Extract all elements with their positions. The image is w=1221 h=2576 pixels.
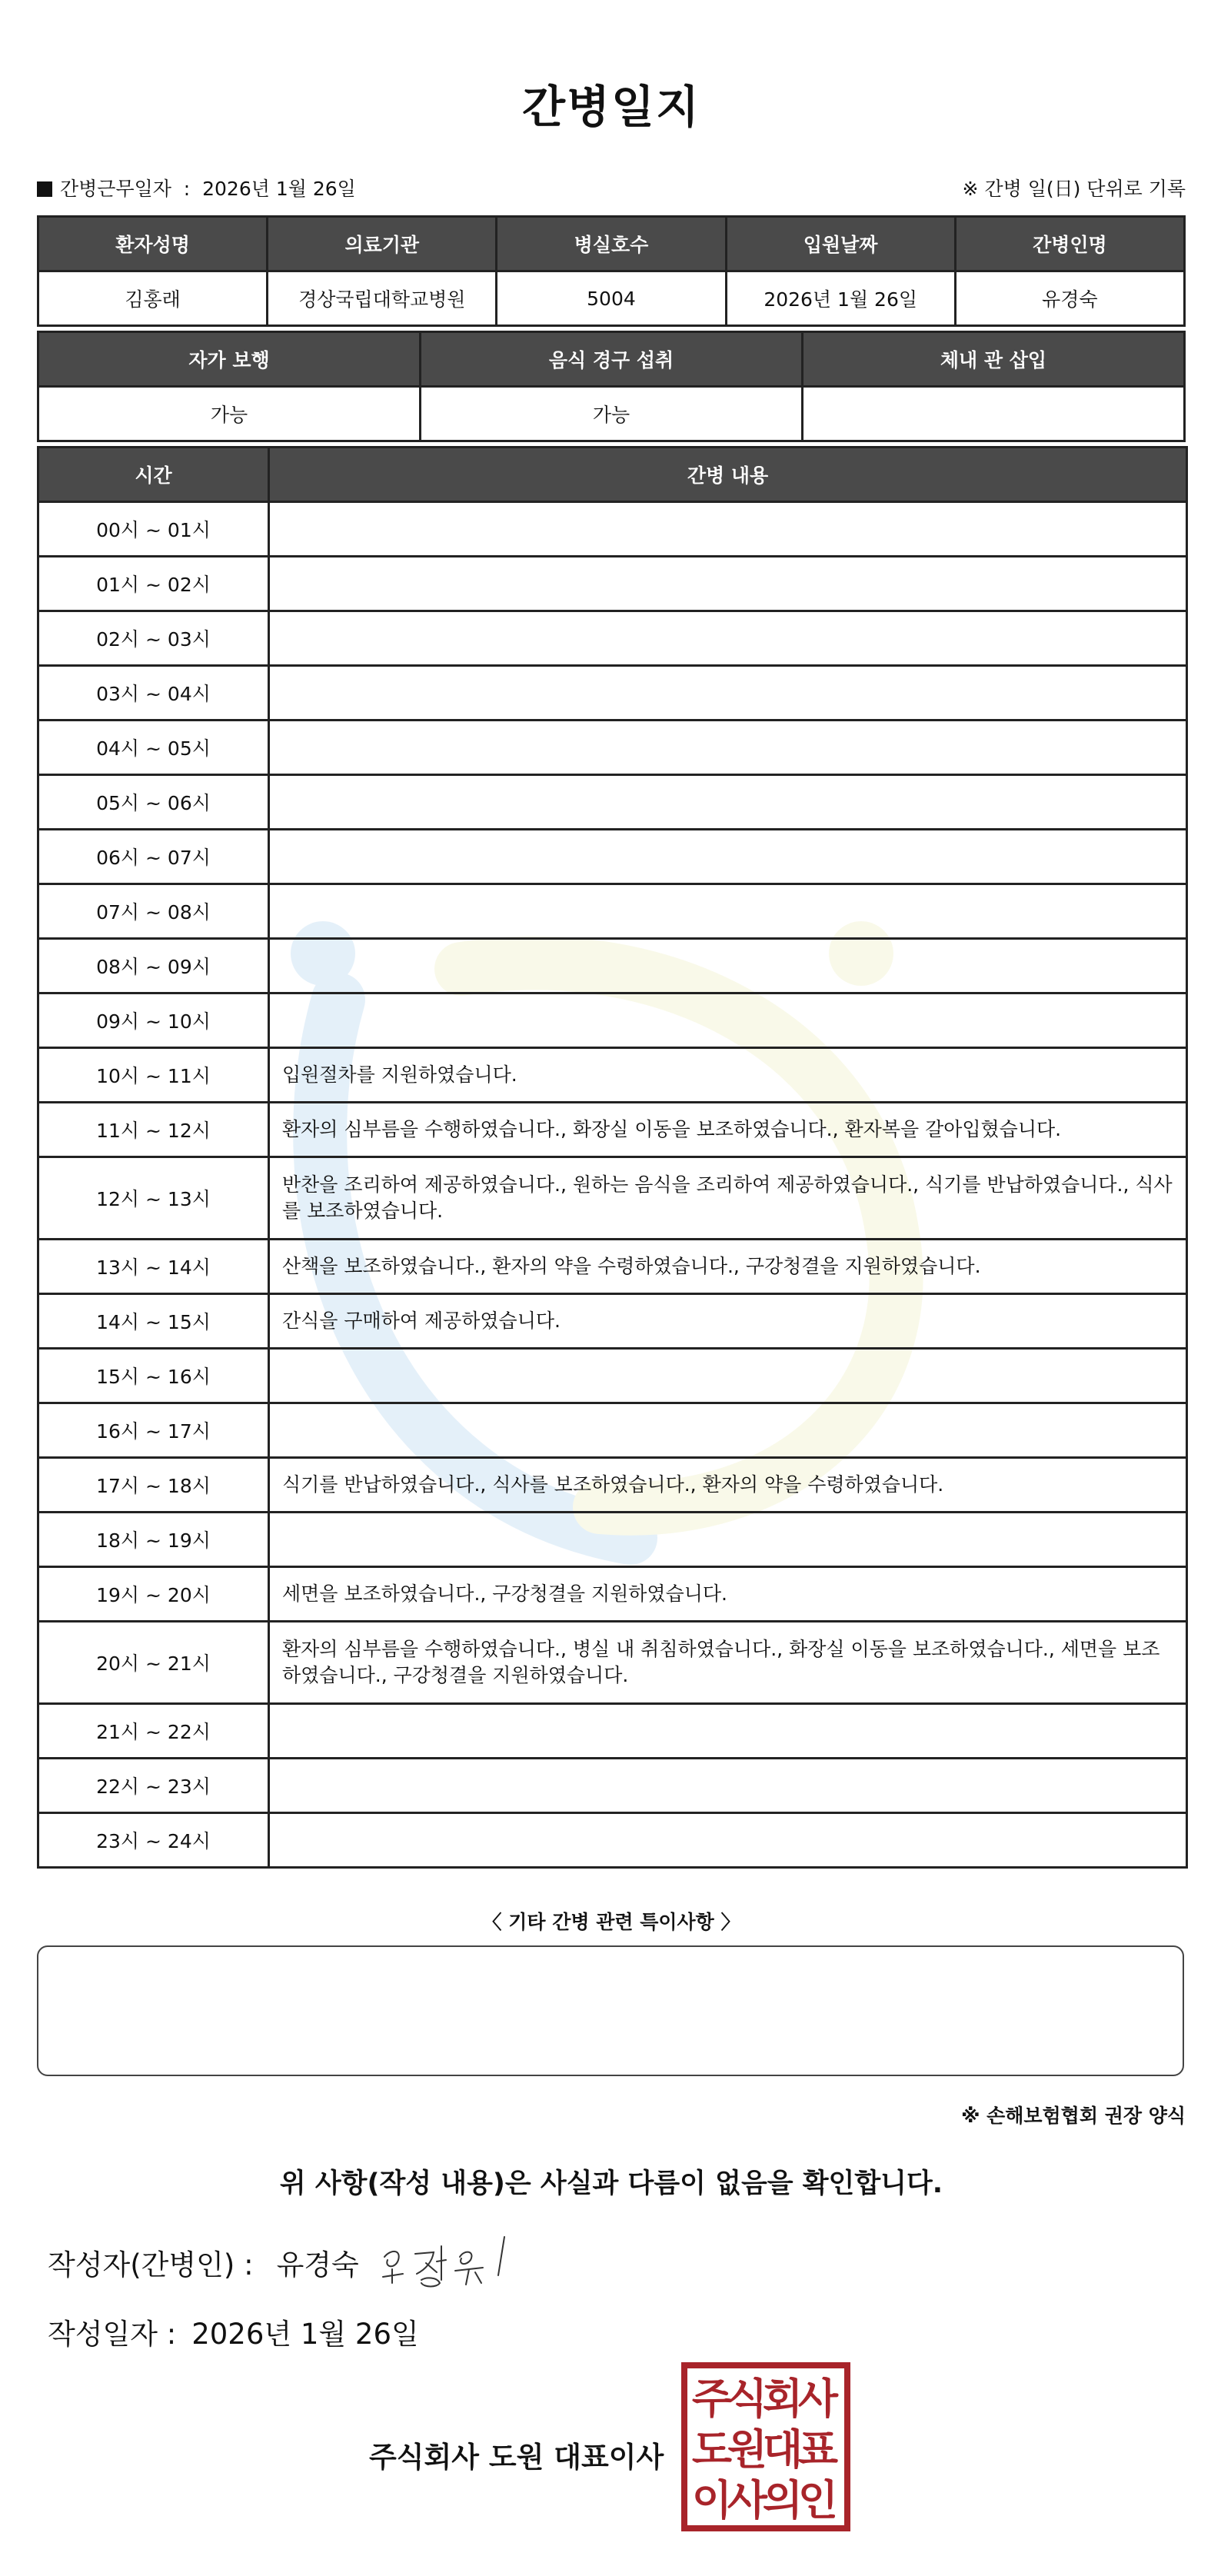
note-cell	[269, 557, 1187, 611]
table-row	[38, 557, 1187, 611]
note-cell	[269, 993, 1187, 1048]
page-title: 간병일지	[521, 81, 701, 133]
note-cell	[269, 830, 1187, 884]
time-cell: 05시 ~ 06시	[38, 775, 269, 830]
patient-info-table	[37, 215, 1186, 327]
header-admission-date: 입원날짜	[726, 217, 955, 271]
patient-ability-table	[37, 331, 1186, 442]
note-cell: 환자의 심부름을 수행하였습니다., 화장실 이동을 보조하였습니다., 환자복을 갈아입혔습니다.	[269, 1103, 1187, 1157]
table-row	[38, 884, 1187, 939]
work-date: 간병근무일자 : 2026년 1월 26일	[37, 174, 356, 201]
svg-text:표: 표	[797, 2425, 839, 2474]
write-date-label: 작성일자 :	[48, 2318, 177, 2351]
time-cell: 14시 ~ 15시	[38, 1294, 269, 1349]
time-cell: 00시 ~ 01시	[38, 502, 269, 557]
header-walking: 자가 보행	[38, 332, 421, 387]
square-bullet-icon	[37, 181, 52, 197]
note-cell	[269, 502, 1187, 557]
recommend-note: ※ 손해보험협회 권장 양식	[961, 2105, 1186, 2127]
table-row	[38, 1240, 1187, 1294]
header-oral-intake: 음식 경구 섭취	[421, 332, 803, 387]
header-care-content: 간병 내용	[269, 448, 1187, 502]
svg-text:도: 도	[691, 2425, 733, 2474]
time-cell: 10시 ~ 11시	[38, 1048, 269, 1103]
svg-text:대: 대	[762, 2425, 803, 2474]
write-date-value: 2026년 1월 26일	[191, 2318, 419, 2351]
note-cell	[269, 939, 1187, 993]
hourly-log-table	[37, 446, 1188, 1869]
write-date-line	[48, 2311, 419, 2352]
time-cell: 09시 ~ 10시	[38, 993, 269, 1048]
note-cell	[269, 1704, 1187, 1759]
note-cell	[269, 1813, 1187, 1868]
table-row	[38, 830, 1187, 884]
table-row	[38, 1813, 1187, 1868]
admission-date: 2026년 1월 26일	[726, 271, 955, 326]
time-cell: 22시 ~ 23시	[38, 1759, 269, 1813]
table-row	[38, 1048, 1187, 1103]
table-row	[38, 1622, 1187, 1704]
time-cell: 18시 ~ 19시	[38, 1513, 269, 1567]
time-cell: 21시 ~ 22시	[38, 1704, 269, 1759]
note-cell: 산책을 보조하였습니다., 환자의 약을 수령하였습니다., 구강청결을 지원하였습니다.	[269, 1240, 1187, 1294]
tube-value	[803, 387, 1185, 441]
note-cell	[269, 884, 1187, 939]
table-row	[38, 666, 1187, 721]
writer-line	[48, 2242, 359, 2283]
note-cell	[269, 1349, 1187, 1403]
room-number: 5004	[497, 271, 726, 326]
walking-value: 가능	[38, 387, 421, 441]
time-cell: 07시 ~ 08시	[38, 884, 269, 939]
table-row	[38, 1294, 1187, 1349]
header-hospital: 의료기관	[268, 217, 497, 271]
oral-intake-value: 가능	[421, 387, 803, 441]
note-cell: 입원절차를 지원하였습니다.	[269, 1048, 1187, 1103]
hospital: 경상국립대학교병원	[268, 271, 497, 326]
unit-note: ※ 간병 일(日) 단위로 기록	[962, 178, 1186, 200]
note-cell: 환자의 심부름을 수행하였습니다., 병실 내 취침하였습니다., 화장실 이동을 보조하였습니다., 세면을 보조하였습니다., 구강청결을 지원하였습니다.	[269, 1622, 1187, 1704]
time-cell: 11시 ~ 12시	[38, 1103, 269, 1157]
svg-text:주: 주	[691, 2375, 733, 2423]
note-cell	[269, 1513, 1187, 1567]
note-cell	[269, 1403, 1187, 1458]
note-cell: 세면을 보조하였습니다., 구강청결을 지원하였습니다.	[269, 1567, 1187, 1622]
table-row	[38, 775, 1187, 830]
note-cell	[269, 721, 1187, 775]
svg-text:인: 인	[797, 2476, 839, 2524]
svg-text:식: 식	[727, 2375, 768, 2423]
svg-text:사: 사	[797, 2375, 839, 2423]
table-row	[38, 721, 1187, 775]
table-row	[38, 1403, 1187, 1458]
note-cell	[269, 1759, 1187, 1813]
header-patient-name: 환자성명	[38, 217, 268, 271]
note-cell: 식기를 반납하였습니다., 식사를 보조하였습니다., 환자의 약을 수령하였습니다.	[269, 1458, 1187, 1513]
handwritten-signature	[375, 2226, 529, 2295]
table-row	[38, 611, 1187, 666]
time-cell: 01시 ~ 02시	[38, 557, 269, 611]
time-cell: 02시 ~ 03시	[38, 611, 269, 666]
header-room: 병실호수	[497, 217, 726, 271]
caregiver-name: 유경숙	[955, 271, 1184, 326]
table-row	[38, 1458, 1187, 1513]
extra-notes-title: 〈 기타 간병 관련 특이사항 〉	[482, 1911, 740, 1933]
time-cell: 19시 ~ 20시	[38, 1567, 269, 1622]
table-row	[38, 1567, 1187, 1622]
company-signature-line: 주식회사 도원 대표이사	[369, 2441, 664, 2474]
svg-text:이: 이	[691, 2476, 733, 2524]
time-cell: 06시 ~ 07시	[38, 830, 269, 884]
svg-text:회: 회	[762, 2375, 803, 2423]
header-caregiver-name: 간병인명	[955, 217, 1184, 271]
time-cell: 03시 ~ 04시	[38, 666, 269, 721]
svg-text:의: 의	[762, 2476, 803, 2524]
confirm-statement: 위 사항(작성 내용)은 사실과 다름이 없음을 확인합니다.	[279, 2168, 943, 2199]
note-cell	[269, 666, 1187, 721]
svg-text:원: 원	[727, 2425, 768, 2474]
writer-label: 작성자(간병인) :	[48, 2248, 254, 2281]
note-cell: 간식을 구매하여 제공하였습니다.	[269, 1294, 1187, 1349]
time-cell: 08시 ~ 09시	[38, 939, 269, 993]
company-seal-stamp	[681, 2362, 850, 2531]
table-row	[38, 1157, 1187, 1240]
table-row	[38, 1349, 1187, 1403]
table-row	[38, 939, 1187, 993]
table-row	[38, 1103, 1187, 1157]
note-cell	[269, 775, 1187, 830]
extra-notes-box	[37, 1945, 1184, 2076]
time-cell: 16시 ~ 17시	[38, 1403, 269, 1458]
time-cell: 13시 ~ 14시	[38, 1240, 269, 1294]
header-tube: 체내 관 삽입	[803, 332, 1185, 387]
table-row	[38, 1704, 1187, 1759]
writer-name: 유경숙	[276, 2248, 359, 2281]
note-cell: 반찬을 조리하여 제공하였습니다., 원하는 음식을 조리하여 제공하였습니다., 식기를 반납하였습니다., 식사를 보조하였습니다.	[269, 1157, 1187, 1240]
time-cell: 20시 ~ 21시	[38, 1622, 269, 1704]
time-cell: 15시 ~ 16시	[38, 1349, 269, 1403]
patient-name: 김홍래	[38, 271, 268, 326]
table-row	[38, 1759, 1187, 1813]
time-cell: 23시 ~ 24시	[38, 1813, 269, 1868]
time-cell: 12시 ~ 13시	[38, 1157, 269, 1240]
note-cell	[269, 611, 1187, 666]
work-date-value: 2026년 1월 26일	[202, 178, 356, 200]
table-row	[38, 1513, 1187, 1567]
header-time: 시간	[38, 448, 269, 502]
table-row	[38, 993, 1187, 1048]
svg-text:사: 사	[727, 2476, 768, 2524]
time-cell: 17시 ~ 18시	[38, 1458, 269, 1513]
table-row	[38, 502, 1187, 557]
time-cell: 04시 ~ 05시	[38, 721, 269, 775]
